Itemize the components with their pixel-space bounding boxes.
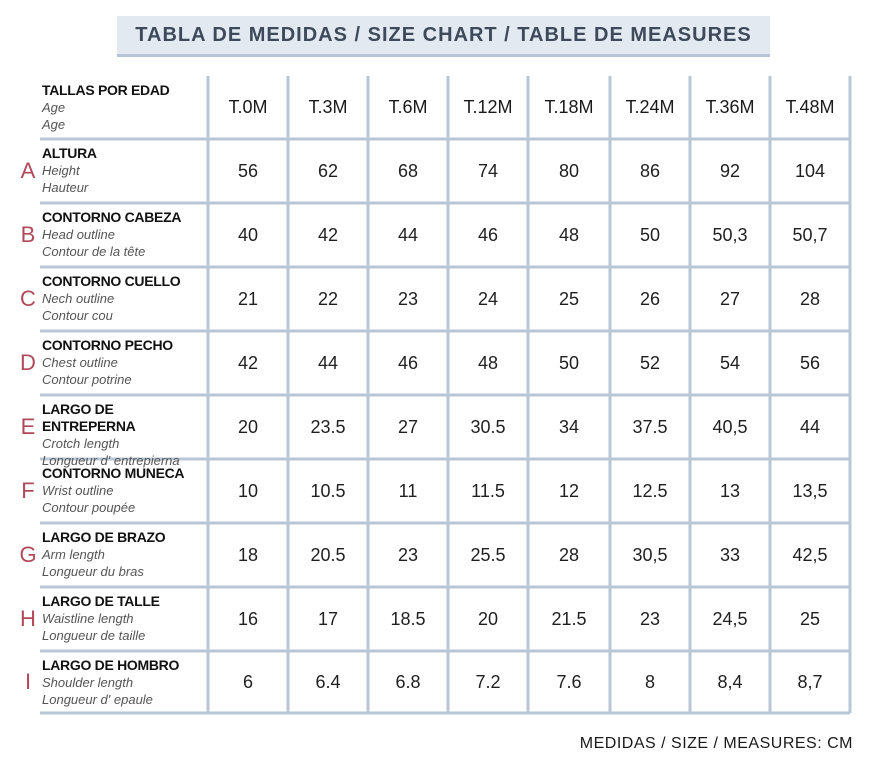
row-letter-d: D: [20, 350, 36, 375]
table-cell: 16: [237, 608, 259, 629]
row-label-fr: Longueur d' epaule: [42, 692, 153, 707]
table-cell: 12.5: [632, 480, 668, 501]
row-letter-a: A: [20, 158, 36, 183]
row-label-en: Waistline length: [42, 611, 134, 626]
row-letter-c: C: [20, 286, 36, 311]
chart-title: TABLA DE MEDIDAS / SIZE CHART / TABLE DE MEASURES: [117, 16, 770, 57]
table-cell: 42: [237, 352, 259, 373]
table-cell: 50,3: [712, 224, 748, 245]
table-cell: 74: [477, 160, 499, 181]
table-cell: 23.5: [310, 416, 346, 437]
table-cell: 92: [719, 160, 741, 181]
table-cell: 44: [317, 352, 339, 373]
table-cell: 86: [639, 160, 661, 181]
size-header-t0m: T.0M: [228, 97, 268, 117]
table-cell: 24,5: [712, 608, 748, 629]
row-letter-h: H: [20, 606, 36, 631]
size-header-t3m: T.3M: [308, 97, 348, 117]
row-label-en: Shoulder length: [42, 675, 134, 690]
table-cell: 28: [558, 544, 580, 565]
table-cell: 50: [639, 224, 661, 245]
table-cell: 8,4: [717, 671, 743, 692]
table-cell: 10.5: [310, 480, 346, 501]
row-label-es: CONTORNO CABEZA: [42, 209, 182, 225]
size-header-t48m: T.48M: [785, 97, 835, 117]
row-label-fr: Longueur de taille: [42, 628, 146, 643]
row-label-e: [42, 401, 208, 469]
table-cell: 21: [237, 288, 259, 309]
table-cell: 42: [317, 224, 339, 245]
table-cell: 17: [317, 608, 339, 629]
table-cell: 40: [237, 224, 259, 245]
table-cell: 8: [644, 671, 655, 692]
row-letter-e: E: [20, 414, 36, 439]
size-header-t18m: T.18M: [544, 97, 594, 117]
table-cell: 6.4: [315, 671, 341, 692]
table-cell: 20: [477, 608, 499, 629]
row-label-es: LARGO DE TALLE: [42, 593, 160, 609]
table-cell: 11.5: [471, 480, 505, 501]
row-label-es: CONTORNO CUELLO: [42, 273, 181, 289]
header-label-en: Age: [42, 100, 66, 115]
table-cell: 46: [477, 224, 499, 245]
table-cell: 6.8: [395, 671, 421, 692]
table-cell: 18: [237, 544, 259, 565]
header-label-fr: Age: [42, 117, 66, 132]
table-cell: 8,7: [797, 671, 823, 692]
table-cell: 54: [719, 352, 741, 373]
table-cell: 46: [397, 352, 419, 373]
row-label-es: LARGO DE BRAZO: [42, 529, 166, 545]
row-label-es: LARGO DE ENTREPERNA: [42, 401, 136, 434]
row-letter-g: G: [19, 542, 37, 567]
table-cell: 18.5: [390, 608, 426, 629]
row-label-fr: Contour cou: [42, 308, 113, 323]
row-label-b: [42, 209, 208, 260]
row-label-fr: Contour potrine: [42, 372, 132, 387]
row-label-es: ALTURA: [42, 145, 97, 161]
row-label-en: Arm length: [42, 547, 105, 562]
row-letter-f: F: [21, 478, 35, 503]
table-cell: 50: [558, 352, 580, 373]
table-cell: 33: [719, 544, 741, 565]
row-label-en: Chest outline: [42, 355, 118, 370]
table-cell: 25: [558, 288, 580, 309]
row-label-c: [42, 273, 208, 324]
row-label-fr: Contour de la tête: [42, 244, 146, 259]
units-footnote: MEDIDAS / SIZE / MEASURES: CM: [579, 735, 853, 752]
row-label-es: LARGO DE HOMBRO: [42, 657, 180, 673]
table-cell: 20.5: [310, 544, 346, 565]
table-cell: 24: [477, 288, 499, 309]
table-cell: 13: [719, 480, 741, 501]
table-cell: 13,5: [792, 480, 828, 501]
table-cell: 56: [799, 352, 821, 373]
row-label-es: CONTORNO MUNECA: [42, 465, 185, 481]
row-label-en: Height: [42, 163, 80, 178]
row-label-fr: Longueur du bras: [42, 564, 144, 579]
row-label-g: [42, 529, 208, 580]
row-label-fr: Longueur d' entrepierna: [42, 453, 180, 468]
table-cell: 12: [558, 480, 580, 501]
table-cell: 56: [237, 160, 259, 181]
table-cell: 30,5: [632, 544, 668, 565]
row-label-a: [42, 145, 208, 196]
table-cell: 10: [237, 480, 259, 501]
size-header-t6m: T.6M: [388, 97, 428, 117]
table-cell: 7.6: [556, 671, 582, 692]
table-cell: 44: [799, 416, 821, 437]
row-label-h: [42, 593, 208, 644]
table-cell: 30.5: [470, 416, 506, 437]
table-cell: 48: [477, 352, 499, 373]
table-cell: 27: [397, 416, 419, 437]
row-label-en: Wrist outline: [42, 483, 114, 498]
header-label: [42, 82, 208, 133]
table-cell: 6: [242, 671, 253, 692]
table-cell: 25: [799, 608, 821, 629]
table-cell: 26: [639, 288, 661, 309]
table-cell: 42,5: [792, 544, 828, 565]
table-cell: 22: [317, 288, 339, 309]
table-cell: 68: [397, 160, 419, 181]
row-letter-b: B: [20, 222, 36, 247]
row-letter-i: I: [24, 669, 32, 694]
row-label-en: Head outline: [42, 227, 115, 242]
table-cell: 52: [639, 352, 661, 373]
size-header-t36m: T.36M: [705, 97, 755, 117]
row-label-fr: Contour poupée: [42, 500, 136, 515]
table-cell: 27: [719, 288, 741, 309]
table-cell: 50,7: [792, 224, 828, 245]
table-cell: 48: [558, 224, 580, 245]
table-cell: 20: [237, 416, 259, 437]
row-label-d: [42, 337, 208, 388]
table-cell: 25.5: [470, 544, 506, 565]
table-cell: 23: [397, 288, 419, 309]
table-cell: 23: [639, 608, 661, 629]
table-cell: 28: [799, 288, 821, 309]
table-cell: 34: [558, 416, 580, 437]
row-label-i: [42, 657, 208, 708]
table-cell: 44: [397, 224, 419, 245]
table-cell: 21.5: [551, 608, 587, 629]
table-cell: 62: [317, 160, 339, 181]
header-label-es: TALLAS POR EDAD: [42, 82, 170, 98]
row-label-fr: Hauteur: [42, 180, 89, 195]
table-cell: 11: [398, 480, 418, 501]
table-cell: 23: [397, 544, 419, 565]
table-cell: 40,5: [712, 416, 748, 437]
size-header-t24m: T.24M: [625, 97, 675, 117]
row-label-en: Crotch length: [42, 436, 120, 451]
table-cell: 37.5: [632, 416, 668, 437]
size-header-t12m: T.12M: [463, 97, 513, 117]
table-cell: 80: [558, 160, 580, 181]
row-label-en: Nech outline: [42, 291, 115, 306]
row-label-es: CONTORNO PECHO: [42, 337, 173, 353]
row-label-f: [42, 465, 208, 516]
table-cell: 104: [794, 160, 826, 181]
table-cell: 7.2: [475, 671, 501, 692]
